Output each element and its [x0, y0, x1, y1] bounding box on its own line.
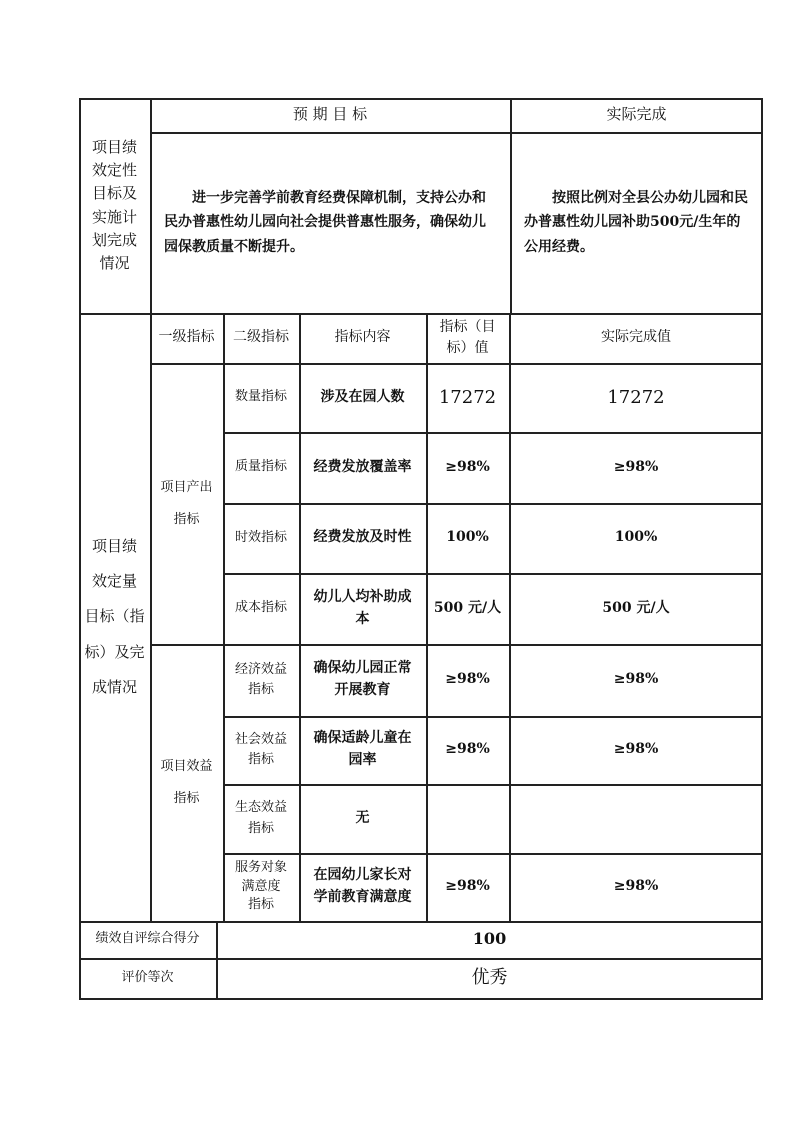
performance-table [79, 98, 763, 1000]
actual-value-header: 实际完成值 [601, 329, 671, 346]
indicator-target: ≥98% [445, 741, 490, 758]
expected-goal-text: 进一步完善学前教育经费保障机制，支持公办和民办普惠性幼儿园向社会提供普惠性服务，确保幼儿园保教质量不断提升。 [164, 189, 486, 255]
indicator-content: 确保幼儿园正常 开展教育 [313, 660, 412, 698]
actual-completion-header: 实际完成 [606, 105, 667, 124]
indicator-target: ≥98% [445, 671, 490, 688]
actual-completion-text: 按照比例对全县公办幼儿园和民办普惠性幼儿园补助500元/生年的公用经费。 [524, 189, 748, 255]
level2-header: 二级指标 [233, 329, 289, 346]
indicator-content: 幼儿人均补助成 本 [313, 588, 412, 627]
expected-goal-header: 预 期 目 标 [292, 105, 368, 124]
indicator-actual: ≥98% [613, 878, 659, 895]
indicator-actual: 500 元/人 [602, 599, 670, 616]
indicator-level2: 社会效益 指标 [234, 731, 287, 767]
indicator-target [426, 784, 509, 853]
indicator-actual: ≥98% [613, 741, 659, 758]
indicator-content: 涉及在园人数 [320, 388, 405, 405]
section1-label: 项目绩 效定性 目标及 实施计 划完成 情况 [91, 137, 137, 272]
level1-header: 一级指标 [158, 329, 215, 346]
indicator-target: ≥98% [445, 458, 490, 475]
indicator-content: 经费发放及时性 [313, 529, 412, 546]
indicator-target: 500 元/人 [433, 599, 502, 616]
indicator-target: 17272 [438, 386, 497, 408]
indicator-actual: ≥98% [613, 671, 659, 688]
indicator-level2: 生态效益 指标 [234, 800, 287, 836]
grade-value: 优秀 [471, 967, 508, 989]
indicator-target: ≥98% [445, 878, 490, 895]
indicator-content: 确保适龄儿童在 园率 [313, 730, 412, 768]
indicator-content: 在园幼儿家长对 学前教育满意度 [313, 867, 412, 905]
table-border-bottom [79, 998, 763, 1000]
score-label: 绩效自评综合得分 [95, 931, 200, 947]
grade-label: 评价等次 [121, 969, 174, 985]
output-indicator-group: 项目产出 指标 [160, 480, 213, 527]
indicator-level2: 成本指标 [234, 600, 287, 616]
indicator-actual [509, 784, 763, 853]
indicator-content: 经费发放覆盖率 [313, 458, 412, 475]
indicator-target: 100% [446, 529, 489, 546]
benefit-indicator-group: 项目效益 指标 [160, 759, 213, 806]
target-header: 指标（目 标）值 [439, 319, 496, 356]
content-header: 指标内容 [334, 329, 391, 346]
indicator-actual: 100% [614, 529, 658, 546]
section2-label: 项目绩 效定量 目标（指 标）及完 成情况 [84, 536, 145, 696]
score-value: 100 [472, 929, 507, 949]
indicator-level2: 经济效益 指标 [234, 661, 287, 697]
indicator-actual: 17272 [607, 386, 665, 408]
indicator-level2: 数量指标 [234, 389, 287, 405]
indicator-level2: 服务对象 满意度 指标 [234, 859, 287, 913]
indicator-content: 无 [355, 809, 370, 826]
indicator-actual: ≥98% [613, 458, 659, 475]
indicator-level2: 质量指标 [234, 459, 287, 475]
indicator-level2: 时效指标 [234, 529, 287, 545]
